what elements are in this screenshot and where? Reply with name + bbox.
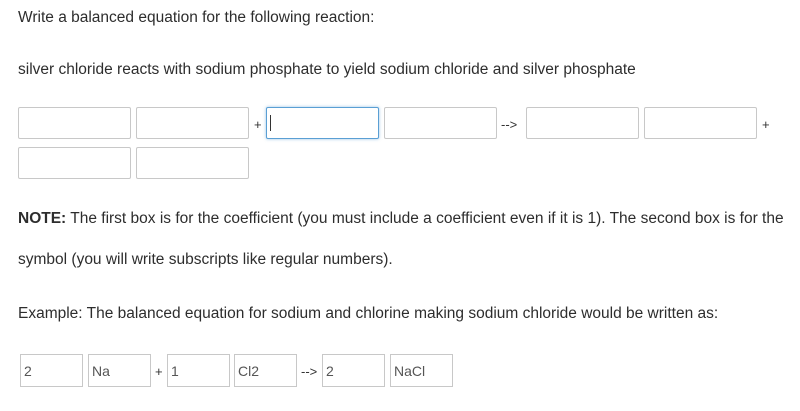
product1-coefficient-input[interactable] (526, 107, 639, 139)
example-symbol-2: Cl2 (234, 354, 297, 387)
product2-coefficient-input[interactable] (18, 147, 131, 179)
reactant1-coefficient-input[interactable] (18, 107, 131, 139)
example-coefficient-2: 1 (167, 354, 230, 387)
product2-symbol-input[interactable] (136, 147, 249, 179)
example-symbol-3: NaCl (390, 354, 453, 387)
example-yields-arrow: --> (301, 364, 318, 379)
example-symbol-1: Na (88, 354, 151, 387)
yields-arrow: --> (501, 117, 518, 132)
note-label: NOTE: (18, 210, 67, 227)
note-text-1: The first box is for the coefficient (you must include a coefficient even if it is 1). The second box is for the (70, 210, 784, 227)
reaction-text: silver chloride reacts with sodium phosphate to yield sodium chloride and silver phosphate (18, 61, 636, 78)
example-coefficient-3: 2 (322, 354, 385, 387)
note-line-1 (18, 210, 784, 228)
product1-symbol-input[interactable] (644, 107, 757, 139)
example-text: Example: The balanced equation for sodium and chlorine making sodium chloride would be written as: (18, 305, 719, 322)
instruction-text: Write a balanced equation for the following reaction: (18, 9, 375, 26)
text-cursor (270, 115, 271, 131)
reactant2-coefficient-input[interactable] (266, 107, 379, 139)
note-line-2: symbol (you will write subscripts like regular numbers). (18, 251, 393, 268)
plus-sign-2: + (762, 117, 770, 132)
reactant1-symbol-input[interactable] (136, 107, 249, 139)
example-coefficient-1: 2 (20, 354, 83, 387)
plus-sign-1: + (254, 117, 262, 132)
reactant2-symbol-input[interactable] (384, 107, 497, 139)
example-plus-sign: + (155, 364, 163, 379)
